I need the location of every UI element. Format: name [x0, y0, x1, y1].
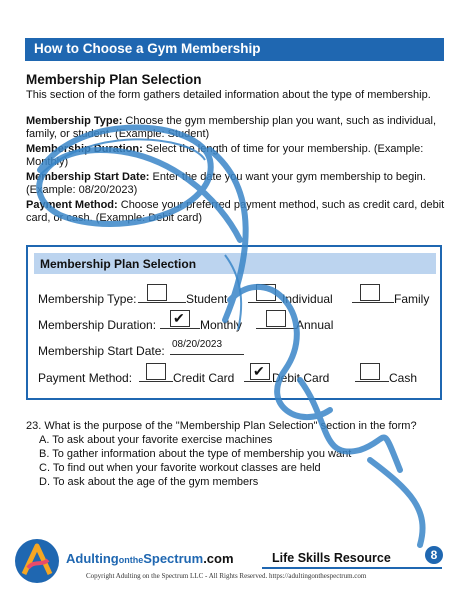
term: Payment Method: [26, 199, 118, 211]
question-text: 23. What is the purpose of the "Membership Plan Selection" section in the form? [26, 420, 417, 432]
form-title: Membership Plan Selection [40, 257, 197, 271]
definition-text: card, or cash. (Example: Debit card) [26, 212, 203, 224]
definition-text: (Example: 08/20/2023) [26, 184, 138, 196]
page-number-badge: 8 [425, 546, 443, 564]
section-intro: This section of the form gathers detailed information about the type of membership. [26, 89, 431, 101]
monthly-checkmark: ✔ [173, 310, 185, 326]
option-family: Family [394, 292, 430, 306]
page-title: How to Choose a Gym Membership [34, 41, 261, 56]
tagline: Life Skills Resource [272, 551, 391, 565]
term: Membership Type: [26, 115, 123, 127]
definition-text: Monthly) [26, 156, 69, 168]
footer-line [262, 567, 442, 569]
term: Membership Start Date: [26, 171, 150, 183]
brand-middle: onthe [118, 555, 144, 565]
membership-duration-label: Membership Duration: [38, 318, 157, 332]
definition-text: Choose the gym membership plan you want, such as individual, [122, 115, 437, 127]
option-credit-card: Credit Card [173, 371, 235, 385]
membership-type-label: Membership Type: [38, 292, 137, 306]
definition-text: family, or student. (Example: Student) [26, 128, 210, 140]
logo-icon [14, 538, 60, 584]
option-cash: Cash [389, 371, 418, 385]
brand-suffix: Spectrum [143, 551, 204, 566]
option-monthly: Monthly [200, 318, 243, 332]
brand-name [66, 551, 234, 566]
start-date-value[interactable]: 08/20/2023 [172, 339, 223, 350]
definition-text: Select the length of time for your membership. (Example: [142, 143, 424, 155]
debit-checkmark: ✔ [253, 363, 265, 379]
term: Membership Duration: [26, 143, 143, 155]
brand-tld: .com [203, 551, 234, 566]
choice-c[interactable]: C. To find out when your favorite workout classes are held [39, 462, 321, 474]
choice-b[interactable]: B. To gather information about the type of membership you want [39, 448, 352, 460]
option-student: Student [186, 292, 228, 306]
definition-text: Choose your preferred payment method, such as credit card, debit [117, 199, 445, 211]
option-annual: Annual [296, 318, 334, 332]
brand-prefix: Adulting [66, 551, 119, 566]
membership-start-label: Membership Start Date: [38, 344, 165, 358]
choice-a[interactable]: A. To ask about your favorite exercise machines [39, 434, 273, 446]
copyright: Copyright Adulting on the Spectrum LLC - All Rights Reserved. https://adultingonthespectrum.com [86, 572, 367, 580]
option-individual: Individual [282, 292, 333, 306]
option-debit-card: Debit Card [272, 371, 330, 385]
definition-text: Enter the date you want your gym membership to begin. [149, 171, 426, 183]
section-heading: Membership Plan Selection [26, 72, 202, 87]
payment-method-label: Payment Method: [38, 371, 133, 385]
choice-d[interactable]: D. To ask about the age of the gym members [39, 476, 259, 488]
